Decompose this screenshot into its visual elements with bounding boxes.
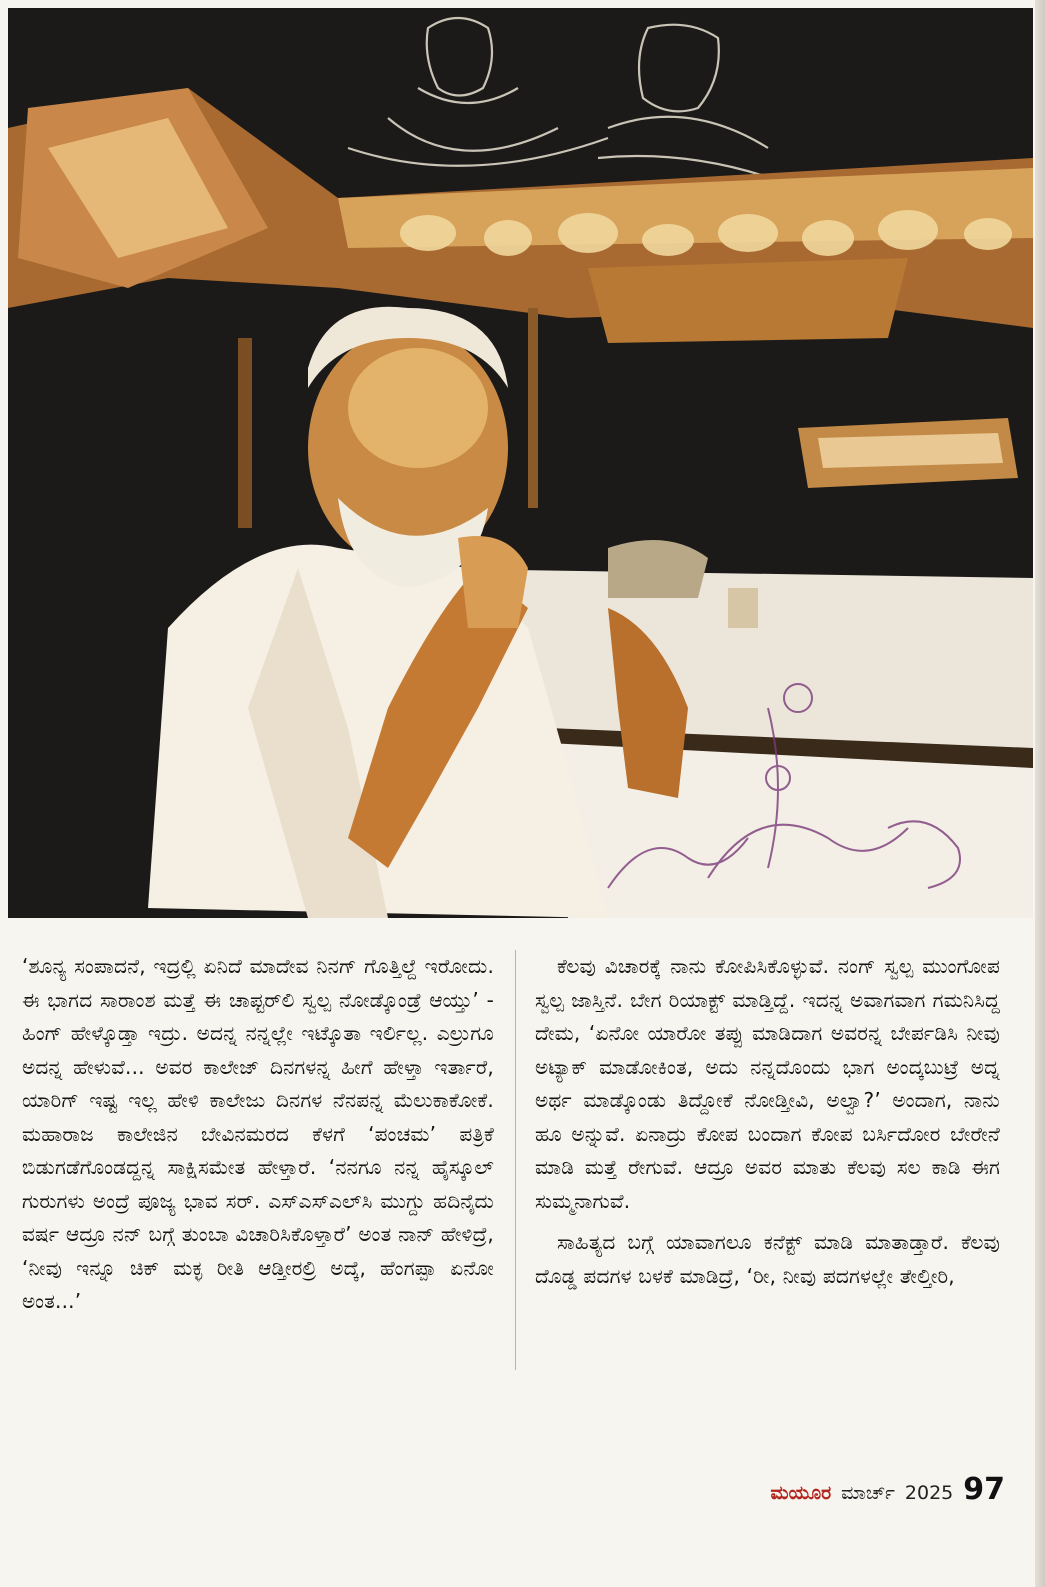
magazine-logo: ಮಯೂರ: [770, 1482, 832, 1504]
article-photo: [8, 8, 1033, 918]
page-number: 97: [963, 1472, 1005, 1507]
article-column-right: [535, 950, 1000, 1293]
article-paragraph: ‘ಶೂನ್ಯ ಸಂಪಾದನೆ, ಇದ್ರಲ್ಲಿ ಏನಿದೆ ಮಾದೇವ ನಿನಗ್ ಗೊತ್ತಿಲ್ದೆ ಇರೋದು. ಈ ಭಾಗದ ಸಾರಾಂಶ ಮತ್ತೆ ಈ ಚಾಪ್ಟರ್‌ಲಿ ಸ್ವಲ್ಪ ನೋಡ್ಕೊಂಡ್ರೆ ಆಯ್ತು’ - ಹಿಂಗ್ ಹೇಳ್ಕೊಡ್ತಾ ಇದ್ರು. ಅದನ್ನ ನನ್ನಲ್ಲೇ ಇಟ್ಕೊತಾ ಇರ್ಲಿಲ್ಲ. ಎಲ್ರುಗೂ ಅದನ್ನ ಹೇಳುವೆ... ಅವರ ಕಾಲೇಜ್ ದಿನಗಳನ್ನ ಹೀಗೆ ಹೇಳ್ತಾ ಇರ್ತಾರೆ, ಯಾರಿಗ್ ಇಷ್ಟ ಇಲ್ಲ ಹೇಳಿ ಕಾಲೇಜು ದಿನಗಳ ನೆನಪನ್ನ ಮೆಲುಕಾಕೋಕೆ. ಮಹಾರಾಜ ಕಾಲೇಜಿನ ಬೇವಿನಮರದ ಕೆಳಗೆ ‘ಪಂಚಮ’ ಪತ್ರಿಕೆ ಬಿಡುಗಡೆಗೊಂಡದ್ದನ್ನ ಸಾಕ್ಷಿಸಮೇತ ಹೇಳ್ತಾರೆ. ‘ನನಗೂ ನನ್ನ ಹೈಸ್ಕೂಲ್ ಗುರುಗಳು ಅಂದ್ರೆ ಪೂಜ್ಯ ಭಾವ ಸರ್. ಎಸ್‌ಎಸ್‌ಎಲ್‌ಸಿ ಮುಗ್ದು ಹದಿನೈದು ವರ್ಷ ಆದ್ರೂ ನನ್ ಬಗ್ಗೆ ತುಂಬಾ ವಿಚಾರಿಸಿಕೊಳ್ತಾರೆ’ ಅಂತ ನಾನ್ ಹೇಳಿದ್ರೆ, ‘ನೀವು ಇನ್ನೂ ಚಿಕ್ ಮಕ್ಳ ರೀತಿ ಆಡ್ತೀರಲ್ರಿ ಅದ್ಕೆ, ಹೆಂಗಪ್ಪಾ ಏನೋ ಅಂತ...’: [22, 954, 494, 1313]
issue-year: 2025: [904, 1482, 954, 1504]
page-footer: [771, 1472, 1005, 1507]
article-column-left: [22, 950, 494, 1319]
article-paragraph: ಸಾಹಿತ್ಯದ ಬಗ್ಗೆ ಯಾವಾಗಲೂ ಕನೆಕ್ಟ್ ಮಾಡಿ ಮಾತಾಡ್ತಾರೆ. ಕೆಲವು ದೊಡ್ಡ ಪದಗಳ ಬಳಕೆ ಮಾಡಿದ್ರೆ, ‘ರೀ, ನೀವು ಪದಗಳಲ್ಲೇ ತೇಲ್ತೀರಿ,: [535, 1230, 1000, 1288]
issue-month: ಮಾರ್ಚ್: [841, 1482, 895, 1504]
column-divider: [515, 950, 516, 1370]
article-paragraph: ಕೆಲವು ವಿಚಾರಕ್ಕೆ ನಾನು ಕೋಪಿಸಿಕೊಳ್ಳುವೆ. ನಂಗ್ ಸ್ವಲ್ಪ ಮುಂಗೋಪ ಸ್ವಲ್ಪ ಜಾಸ್ತಿನೆ. ಬೇಗ ರಿಯಾಕ್ಟ್ ಮಾಡ್ತಿದ್ದೆ. ಇದನ್ನ ಅವಾಗವಾಗ ಗಮನಿಸಿದ್ದ ದೇಮ, ‘ಏನೋ ಯಾರೋ ತಪ್ಪು ಮಾಡಿದಾಗ ಅವರನ್ನ ಬೇರ್ಪಡಿಸಿ ನೀವು ಅಟ್ಯಾಕ್ ಮಾಡೋಕಿಂತ, ಅದು ನನ್ನದೊಂದು ಭಾಗ ಅಂದ್ಕಬುಟ್ರೆ ಅದ್ನ ಅರ್ಥ ಮಾಡ್ಕೊಂಡು ತಿದ್ದೋಕೆ ನೋಡ್ತೀವಿ, ಅಲ್ವಾ?’ ಅಂದಾಗ, ನಾನು ಹೂ ಅನ್ನುವೆ. ಏನಾದ್ರು ಕೋಪ ಬಂದಾಗ ಕೋಪ ಬರ್ಸಿದೋರ ಬೇರೇನೆ ಮಾಡಿ ಮತ್ತೆ ರೇಗುವೆ. ಆದ್ರೂ ಅವರ ಮಾತು ಕೆಲವು ಸಲ ಕಾಡಿ ಈಗ ಸುಮ್ಮನಾಗುವೆ.: [535, 954, 1000, 1213]
page-edge-shadow: [1035, 0, 1045, 1587]
